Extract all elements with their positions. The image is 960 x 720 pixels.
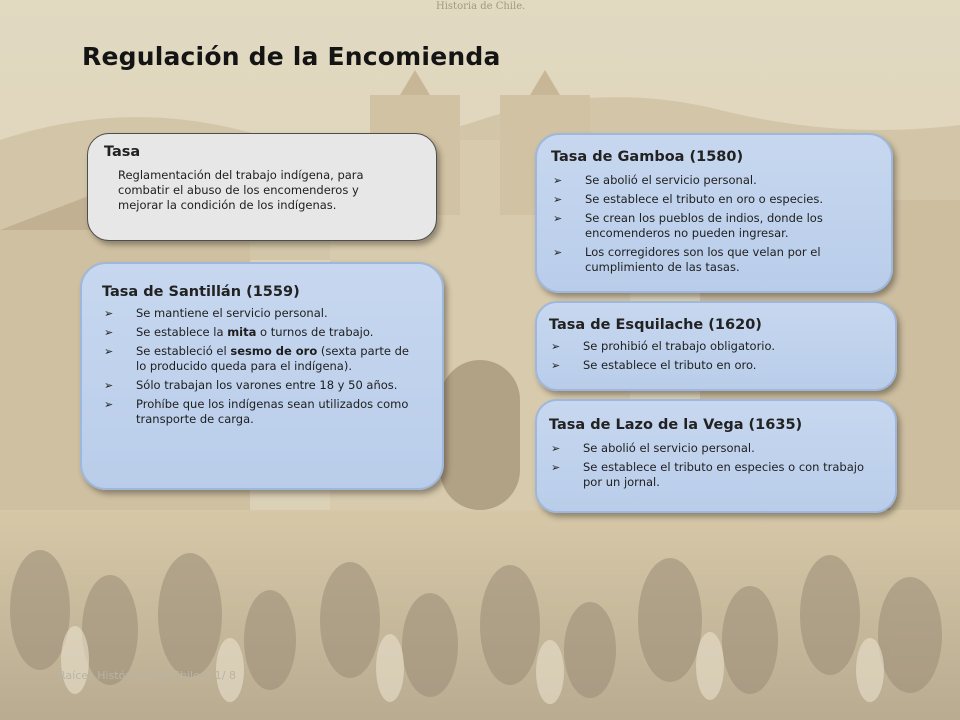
arrow-bullet-icon: ➢ [551,461,561,474]
arrow-bullet-icon: ➢ [551,359,561,372]
background-caption: Historia de Chile. [436,1,526,12]
arrow-bullet-icon: ➢ [104,379,114,392]
arrow-bullet-icon: ➢ [553,193,563,206]
santillan-card [80,262,444,490]
esquilache-list [549,339,877,373]
list-item: ➢ Se establece el tributo en oro o especies. [553,192,824,206]
gamboa-card [535,133,893,293]
gamboa-heading: Tasa de Gamboa (1580) [551,149,744,165]
santillan-heading: Tasa de Santillán (1559) [102,284,300,300]
lazo-heading: Tasa de Lazo de la Vega (1635) [549,417,803,433]
esquilache-heading: Tasa de Esquilache (1620) [549,317,762,333]
arrow-bullet-icon: ➢ [104,307,114,320]
tasa-heading: Tasa [104,144,141,160]
arrow-bullet-icon: ➢ [551,340,561,353]
footer-text: Raíces Históricas de Chile U 1/ 8 [58,669,236,682]
list-item: ➢ Se crean los pueblos de indios, donde los encomenderos no pueden ingresar. [553,211,823,240]
list-item: ➢ Se abolió el servicio personal. [551,441,755,455]
list-item: ➢ Los corregidores son los que velan por el cumplimiento de las tasas. [553,245,821,274]
tasa-body: Reglamentación del trabajo indígena, para combatir el abuso de los encomenderos y mejorar la condición de los indígenas. [118,168,364,212]
lazo-card [535,399,897,513]
list-item: ➢ Prohíbe que los indígenas sean utilizados como transporte de carga. [104,397,409,426]
arrow-bullet-icon: ➢ [551,442,561,455]
arrow-bullet-icon: ➢ [553,212,563,225]
lazo-list [549,441,875,490]
list-item: ➢ Se estableció el sesmo de oro (sexta parte de lo producido queda para el indígena). [104,344,409,373]
list-item: ➢ Se establece el tributo en oro. [551,358,757,372]
arrow-bullet-icon: ➢ [104,326,114,339]
arrow-bullet-icon: ➢ [553,174,563,187]
arrow-bullet-icon: ➢ [104,345,114,358]
list-item: ➢ Se mantiene el servicio personal. [104,306,328,320]
santillan-list [102,306,416,427]
list-item: ➢ Se abolió el servicio personal. [553,173,757,187]
esquilache-card [535,301,897,391]
tasa-definition-card [87,133,437,241]
page-title: Regulación de la Encomienda [82,42,501,71]
arrow-bullet-icon: ➢ [553,246,563,259]
list-item: ➢ Se establece la mita o turnos de trabajo. [104,325,374,339]
arrow-bullet-icon: ➢ [104,398,114,411]
gamboa-list [551,173,873,275]
list-item: ➢ Se prohibió el trabajo obligatorio. [551,339,775,353]
list-item: ➢ Se establece el tributo en especies o con trabajo por un jornal. [551,460,864,489]
list-item: ➢ Sólo trabajan los varones entre 18 y 50 años. [104,378,398,392]
